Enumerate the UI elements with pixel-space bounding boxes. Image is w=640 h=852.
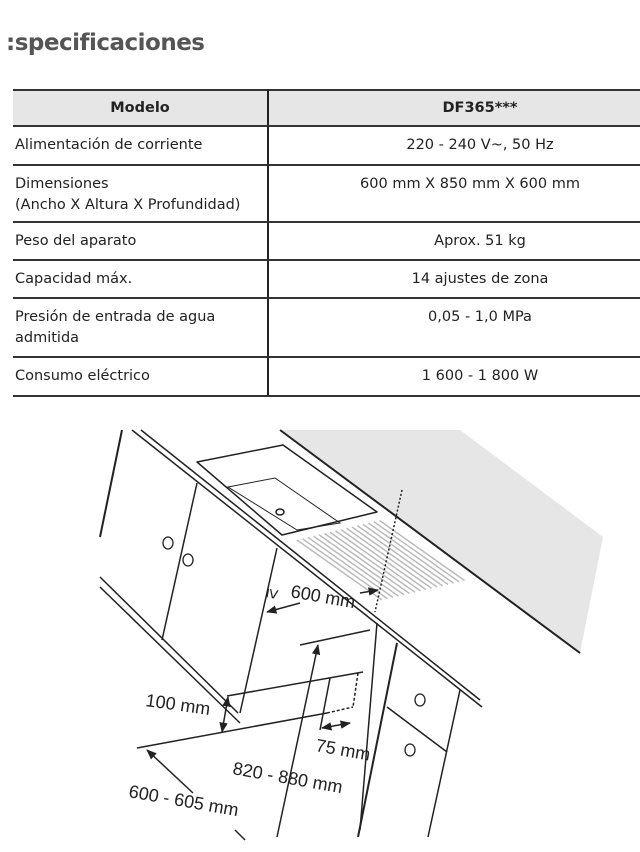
row-value: 220 - 240 V~, 50 Hz bbox=[268, 126, 640, 165]
offset-ref-line bbox=[320, 678, 330, 730]
row-value: 1 600 - 1 800 W bbox=[268, 357, 640, 396]
dashed-line bbox=[327, 707, 353, 713]
drawer-separator bbox=[387, 707, 447, 752]
row-label-line2: (Ancho X Altura X Profundidad) bbox=[15, 197, 241, 213]
knobs bbox=[163, 537, 425, 756]
offset-label: 75 mm bbox=[314, 735, 372, 765]
row-label-line1: Dimensiones bbox=[15, 176, 109, 192]
width-arrow-left bbox=[267, 603, 300, 612]
knob-icon bbox=[183, 554, 193, 566]
row-value: Aprox. 51 kg bbox=[268, 222, 640, 260]
depth-label: 600 - 605 mm bbox=[127, 781, 241, 821]
row-label-line2: admitida bbox=[15, 330, 80, 346]
height-ref-line bbox=[300, 630, 370, 645]
row-label: Capacidad máx. bbox=[13, 260, 268, 298]
offset-arrow bbox=[322, 723, 350, 728]
row-value: 600 mm X 850 mm X 600 mm bbox=[268, 165, 640, 222]
knob-icon bbox=[405, 744, 415, 756]
knob-icon bbox=[415, 694, 425, 706]
leader-line bbox=[235, 830, 245, 840]
row-label: Consumo eléctrico bbox=[13, 357, 268, 396]
width-label: 600 mm bbox=[289, 581, 357, 613]
plinth-arrow bbox=[222, 697, 228, 732]
row-value: 0,05 - 1,0 MPa bbox=[268, 298, 640, 357]
cavity-side bbox=[360, 623, 377, 830]
dashed-line bbox=[353, 673, 358, 707]
plinth-line bbox=[227, 672, 363, 696]
header-model-value: DF365*** bbox=[268, 90, 640, 126]
height-label: 820 - 880 mm bbox=[231, 758, 345, 798]
row-label-line1: Presión de entrada de agua bbox=[15, 309, 216, 325]
height-arrow bbox=[277, 645, 318, 837]
floor-line bbox=[137, 713, 327, 748]
right-cabinet-side bbox=[428, 690, 460, 837]
row-label: Alimentación de corriente bbox=[13, 126, 268, 165]
plinth-label: 100 mm bbox=[144, 690, 212, 720]
row-value: 14 ajustes de zona bbox=[268, 260, 640, 298]
page-title: :specificaciones bbox=[6, 30, 205, 56]
right-cabinet-edge bbox=[358, 643, 397, 837]
gte-symbol: ≥ bbox=[262, 587, 284, 601]
row-label: Peso del aparato bbox=[13, 222, 268, 260]
knob-icon bbox=[163, 537, 173, 549]
sink-drain bbox=[276, 509, 284, 515]
header-model: Modelo bbox=[13, 90, 268, 126]
cabinet-edge bbox=[100, 430, 122, 537]
